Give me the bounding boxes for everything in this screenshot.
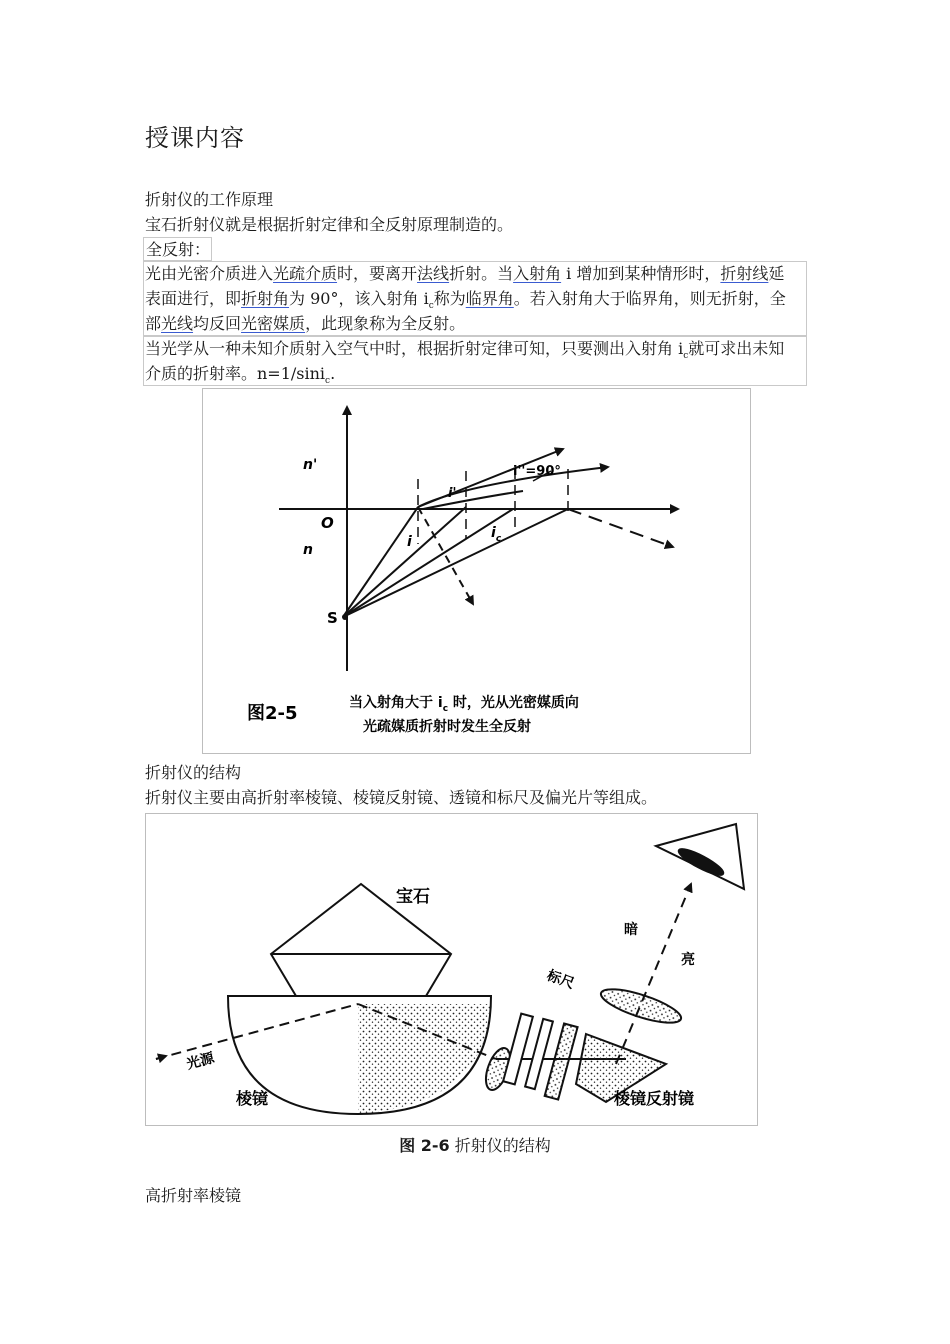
page-title: 授课内容 xyxy=(145,124,245,152)
label-mirror: 棱镜反射镜 xyxy=(614,1089,695,1108)
figure-2-6-caption: 图 2-6 折射仪的结构 xyxy=(399,1136,551,1155)
polarizer xyxy=(598,983,685,1030)
total-reflection-diagram xyxy=(203,389,750,753)
ray-4 xyxy=(343,509,568,617)
figure-2-6 xyxy=(145,813,758,1126)
section-title-prism: 高折射率棱镜 xyxy=(145,1186,242,1205)
eyepiece-ray xyxy=(616,884,691,1064)
link-sparse-medium[interactable]: 光疏介质 xyxy=(273,264,338,283)
link-critical-angle[interactable]: 临界角 xyxy=(465,289,514,308)
figure-2-5-number: 图2-5 xyxy=(247,703,298,724)
label-scale: 标尺 xyxy=(544,967,577,993)
link-refraction-angle[interactable]: 折射角 xyxy=(241,289,290,308)
label-n: n xyxy=(303,542,313,558)
section-title-structure: 折射仪的结构 xyxy=(145,763,242,782)
ray-2 xyxy=(343,507,466,617)
link-refracted-ray[interactable]: 折射线 xyxy=(720,264,769,283)
total-reflection-line-2: 表面进行，即折射角为 90°，该入射角 $i_c$称为临界角。若入射角大于临界角，则无折射，全 xyxy=(145,289,786,311)
total-reflection-label-box xyxy=(143,237,212,261)
figure-2-5-caption-2: 光疏媒质折射时发生全反射 xyxy=(363,719,531,735)
refractometer-structure-diagram xyxy=(146,814,757,1125)
label-i: i xyxy=(407,534,412,550)
label-bright: 亮 xyxy=(681,952,695,968)
link-normal-line[interactable]: 法线 xyxy=(417,264,450,283)
figure-2-5 xyxy=(202,388,751,754)
label-o: O xyxy=(321,514,334,532)
principle-intro: 宝石折射仪就是根据折射定律和全反射原理制造的。 xyxy=(145,215,514,234)
label-i-prime: i' xyxy=(448,486,457,501)
label-prism: 棱镜 xyxy=(236,1089,269,1108)
formula-line-2: 介质的折射率。n=1/sini$_c$. xyxy=(145,364,336,386)
structure-intro: 折射仪主要由高折射率棱镜、棱镜反射镜、透镜和标尺及偏光片等组成。 xyxy=(145,788,658,807)
ray-1 xyxy=(343,507,418,617)
section-title-principle: 折射仪的工作原理 xyxy=(145,190,274,209)
link-light-ray[interactable]: 光线 xyxy=(161,314,194,333)
label-i-90: i''=90° xyxy=(513,464,561,479)
label-gem: 宝石 xyxy=(396,887,430,907)
label-dark: 暗 xyxy=(624,922,638,938)
figure-2-5-caption-1: 当入射角大于 $i_c$ 时，光从光密媒质向 xyxy=(349,695,579,714)
label-ic: $i_c$ xyxy=(491,525,502,544)
total-reflection-label: 全反射： xyxy=(146,240,211,259)
link-dense-medium[interactable]: 光密媒质 xyxy=(241,314,306,333)
label-s: S xyxy=(327,609,338,627)
reflected-ray-short xyxy=(418,507,473,604)
link-incidence-angle[interactable]: 入射角 xyxy=(513,264,562,283)
label-light-source: 光源 xyxy=(184,1050,217,1073)
total-reflection-line-1: 光由光密介质进入光疏介质时，要离开法线折射。当入射角 i 增加到某种情形时，折射线延 xyxy=(145,264,785,283)
reflected-ray xyxy=(568,509,673,547)
formula-line-1: 当光学从一种未知介质射入空气中时，根据折射定律可知，只要测出入射角 $i_c$就可求出未知 xyxy=(145,339,785,361)
total-reflection-line-3: 部光线均反回光密媒质，此现象称为全反射。 xyxy=(145,314,466,333)
label-n-prime: n' xyxy=(303,457,318,473)
